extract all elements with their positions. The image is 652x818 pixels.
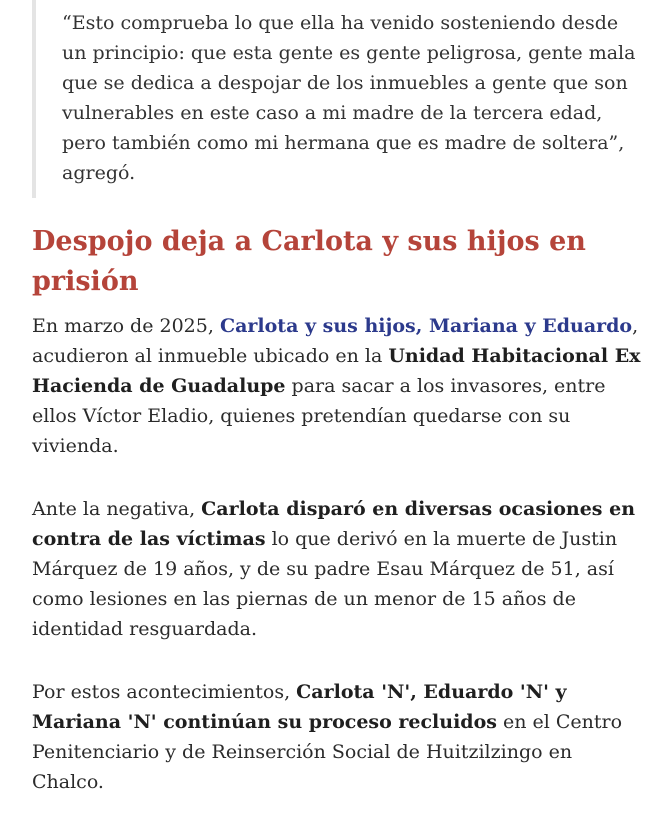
article-paragraph-3 (32, 677, 642, 797)
paragraph-2-text-1: Ante la negativa, (32, 498, 202, 520)
paragraph-3-text-2: en el Centro Penitenciario y de Reinserción Social de Huitzilzingo en Chalco. (32, 711, 623, 793)
paragraph-2-bold-statement: Carlota disparó en diversas ocasiones en contra de las víctimas (32, 498, 636, 550)
article-paragraph-1 (32, 311, 642, 461)
article-paragraph-2 (32, 494, 642, 644)
paragraph-1-bold-location: Unidad Habitacional Ex Hacienda de Guadalupe (32, 345, 641, 397)
paragraph-2-text-2: lo que derivó en la muerte de Justin Márquez de 19 años, y de su padre Esau Márquez de 51, así como lesiones en las piernas de un menor de 15 años de identidad resguardada. (32, 528, 618, 640)
paragraph-1-text-3: para sacar a los invasores, entre ellos Víctor Eladio, quienes pretendían quedarse con su vivienda. (32, 375, 606, 457)
paragraph-3-text-1: Por estos acontecimientos, (32, 681, 297, 703)
paragraph-1-text-2: , acudieron al inmueble ubicado en la (32, 315, 639, 367)
carlota-hijos-link[interactable]: Carlota y sus hijos, Mariana y Eduardo (219, 315, 633, 337)
paragraph-1-text-1: En marzo de 2025, (32, 315, 220, 337)
quote-text: “Esto comprueba lo que ella ha venido sosteniendo desde un principio: que esta gente es gente peligrosa, gente mala que se dedica a despojar de los inmuebles a gente que son vulnerables en este caso a mi madre de la tercera edad, pero también como mi hermana que es madre de soltera”, agregó. (62, 12, 636, 184)
paragraph-3-bold-names: Carlota 'N', Eduardo 'N' y Mariana 'N' continúan su proceso recluidos (32, 681, 567, 733)
section-heading: Despojo deja a Carlota y sus hijos en prisión (32, 226, 586, 297)
pull-quote (32, 0, 636, 198)
